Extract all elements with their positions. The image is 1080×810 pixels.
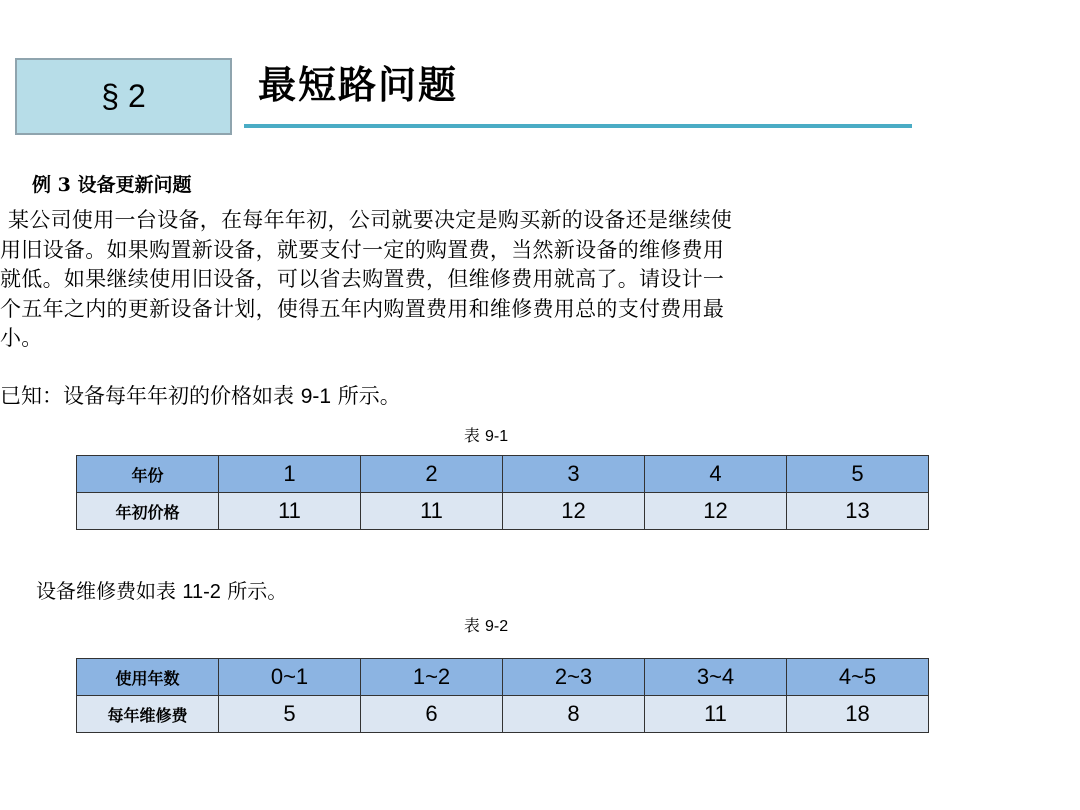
- table-row: [77, 659, 929, 696]
- table-reference: 11-2: [182, 581, 221, 603]
- table-cell: 4~5: [787, 659, 929, 696]
- table-reference: 9-1: [300, 385, 332, 408]
- row-header: 使用年数: [77, 659, 219, 696]
- paragraph-line: 小。: [0, 326, 43, 350]
- table-row: [77, 696, 929, 733]
- problem-paragraph: [0, 206, 960, 354]
- title-underline: [244, 124, 912, 128]
- table-row: [77, 493, 929, 530]
- table-cell: 11: [645, 696, 787, 733]
- paragraph-line: 个五年之内的更新设备计划，使得五年内购置费用和维修费用总的支付费用最: [0, 296, 725, 321]
- maintenance-line: [36, 575, 287, 604]
- table-cell: 2~3: [503, 659, 645, 696]
- section-number-box: [15, 58, 232, 135]
- table1-caption: [386, 423, 586, 446]
- table-row: [77, 456, 929, 493]
- page-title: 最短路问题: [258, 62, 459, 107]
- table-cell: 5: [219, 696, 361, 733]
- maintenance-table: [76, 658, 929, 733]
- caption-number: 9-2: [484, 618, 509, 635]
- price-table: [76, 455, 929, 530]
- caption-prefix: 表: [463, 616, 485, 635]
- paragraph-line: 就低。如果继续使用旧设备，可以省去购置费，但维修费用就高了。请设计一: [0, 267, 725, 291]
- paragraph-line: 某公司使用一台设备，在每年年初，公司就要决定是购买新的设备还是继续使: [8, 208, 733, 232]
- paragraph-line: 用旧设备。如果购置新设备，就要支付一定的购置费，当然新设备的维修费用: [0, 237, 725, 262]
- caption-number: 9-1: [484, 428, 509, 445]
- table-cell: 1: [219, 456, 361, 493]
- table-cell: 13: [787, 493, 929, 530]
- table-cell: 12: [645, 493, 787, 530]
- table-cell: 0~1: [219, 659, 361, 696]
- row-header: 年初价格: [77, 493, 219, 530]
- example-heading: 例 3 设备更新问题: [32, 174, 192, 196]
- table2-caption: [386, 613, 586, 636]
- table-cell: 4: [645, 456, 787, 493]
- table-cell: 3: [503, 456, 645, 493]
- known-line: [0, 380, 401, 410]
- table-cell: 6: [361, 696, 503, 733]
- row-header: 每年维修费: [77, 696, 219, 733]
- table-cell: 11: [219, 493, 361, 530]
- section-number: § 2: [101, 78, 146, 114]
- known-line-text: 已知：设备每年年初的价格如表: [0, 384, 301, 408]
- caption-prefix: 表: [463, 426, 485, 445]
- maintenance-line-text: 设备维修费如表: [36, 579, 183, 603]
- table-cell: 5: [787, 456, 929, 493]
- table-cell: 11: [361, 493, 503, 530]
- table-cell: 2: [361, 456, 503, 493]
- table-cell: 3~4: [645, 659, 787, 696]
- table-cell: 8: [503, 696, 645, 733]
- table-cell: 1~2: [361, 659, 503, 696]
- row-header: 年份: [77, 456, 219, 493]
- table-cell: 18: [787, 696, 929, 733]
- table-cell: 12: [503, 493, 645, 530]
- maintenance-line-suffix: 所示。: [220, 579, 288, 603]
- known-line-suffix: 所示。: [331, 384, 401, 408]
